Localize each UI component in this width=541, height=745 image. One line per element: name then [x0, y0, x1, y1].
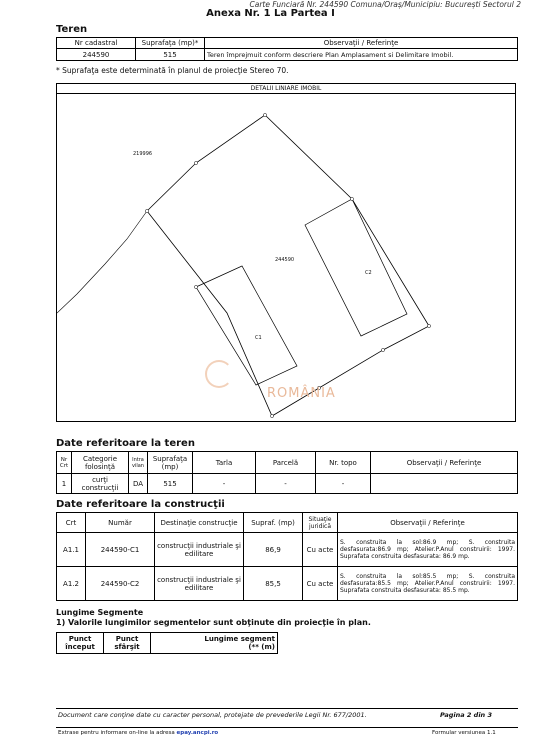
parcel-boundary: [147, 115, 429, 416]
footer-online-prefix: Extrase pentru informare on-line la adresa: [58, 730, 175, 736]
cell-situatie: Cu acte: [303, 567, 338, 601]
col-nr-cadastral: Nr cadastral: [57, 38, 136, 49]
cell-destinatie: construcţii industriale şi edilitare: [155, 533, 244, 567]
footer-bottom-divider: [56, 727, 518, 728]
footer-divider: [56, 708, 518, 709]
col-observatii: Observaţii / Referinţe: [205, 38, 518, 49]
vertex-markers: [145, 113, 430, 417]
col-nr-crt: Nr Crt: [57, 452, 72, 474]
cell-intravilan: DA: [129, 474, 148, 494]
cell-numar: 244590-C2: [86, 567, 155, 601]
segmente-subtitle: 1) Valorile lungimilor segmentelor sunt obţinute din proiecţie în plan.: [56, 618, 371, 627]
page-title: Anexa Nr. 1 La Partea I: [206, 8, 335, 19]
cell-nr-cadastral: 244590: [57, 49, 136, 61]
date-teren-table: [56, 451, 518, 494]
cell-crt: A1.2: [57, 567, 86, 601]
parcel-label: 244590: [275, 257, 295, 263]
col-tarla: Tarla: [193, 452, 256, 474]
segmente-table: [56, 632, 278, 654]
cell-nr-topo: -: [316, 474, 371, 494]
cell-observatii: S. construita la sol:85.5 mp; S. construita desfasurata:85.5 mp; Atelier.P.Anul construirii: 1997. Suprafata construita desfasurata: 85.5 mp.: [338, 567, 518, 601]
col-punct-inceput: Punct început: [57, 633, 104, 654]
footer-page-number: Pagina 2 din 3: [440, 711, 492, 719]
col-categorie: Categorie folosinţă: [72, 452, 129, 474]
footer-legal-note: Document care conţine date cu caracter personal, protejate de prevederile Legii Nr. 677/2001.: [58, 711, 367, 719]
table-row: [57, 567, 518, 601]
col-observatii: Observaţii / Referinţe: [371, 452, 518, 474]
neighbor-boundary: [57, 211, 147, 313]
col-observatii: Observaţii / Referinţe: [338, 513, 518, 533]
footer-online-info: [58, 730, 218, 736]
building-c2: [305, 199, 407, 336]
footer-form-version: Formular versiunea 1.1: [432, 730, 496, 736]
suprafata-note: * Suprafaţa este determinată în planul de proiecţie Stereo 70.: [56, 66, 289, 75]
building-c1-label: C1: [255, 335, 262, 341]
lungime-unit: (** (m): [248, 643, 275, 651]
cell-suprafata: 515: [148, 474, 193, 494]
table-row: [57, 533, 518, 567]
col-suprafata: Suprafaţa (mp)*: [136, 38, 205, 49]
col-suprafata: Supraf. (mp): [244, 513, 303, 533]
cell-nr-crt: 1: [57, 474, 72, 494]
col-parcela: Parcelă: [256, 452, 316, 474]
col-suprafata: Suprafaţa (mp): [148, 452, 193, 474]
section-title-date-teren: Date referitoare la teren: [56, 438, 195, 449]
col-numar: Număr: [86, 513, 155, 533]
cell-suprafata: 86,9: [244, 533, 303, 567]
cell-destinatie: construcţii industriale şi edilitare: [155, 567, 244, 601]
watermark-emblem: [205, 360, 233, 388]
segmente-title: Lungime Segmente: [56, 608, 144, 617]
cell-suprafata: 515: [136, 49, 205, 61]
col-destinatie: Destinaţie construcţie: [155, 513, 244, 533]
cell-observatii: Teren împrejmuit conform descriere Plan Amplasament si Delimitare Imobil.: [205, 49, 518, 61]
cell-numar: 244590-C1: [86, 533, 155, 567]
col-intravilan: Intra vilan: [129, 452, 148, 474]
document-reference-line: Carte Funciară Nr. 244590 Comuna/Oraș/Municipiu: București Sectorul 2: [249, 0, 521, 9]
constructii-table: [56, 512, 518, 601]
cell-categorie: curţi construcţii: [72, 474, 129, 494]
lungime-label: Lungime segment: [204, 635, 275, 643]
cell-observatii: S. construita la sol:86.9 mp; S. construita desfasurata:86.9 mp; Atelier.P.Anul construirii: 1997. Suprafata construita desfasurata: 86.9 mp.: [338, 533, 518, 567]
section-title-constructii: Date referitoare la construcţii: [56, 499, 225, 510]
watermark-text: ROMÂNIA: [267, 386, 336, 401]
neighbor-label: 219996: [133, 151, 153, 157]
plan-drawing: [57, 84, 515, 421]
col-crt: Crt: [57, 513, 86, 533]
section-title-teren: Teren: [56, 24, 88, 35]
col-situatie: Situaţie juridică: [303, 513, 338, 533]
cell-tarla: -: [193, 474, 256, 494]
plan-drawing-frame: [56, 83, 516, 422]
cell-observatii: [371, 474, 518, 494]
cell-crt: A1.1: [57, 533, 86, 567]
footer-online-link[interactable]: epay.ancpi.ro: [176, 730, 219, 736]
building-c2-label: C2: [365, 270, 372, 276]
col-nr-topo: Nr. topo: [316, 452, 371, 474]
cell-parcela: -: [256, 474, 316, 494]
cell-suprafata: 85,5: [244, 567, 303, 601]
col-punct-sfarsit: Punct sfârşit: [104, 633, 151, 654]
teren-table: [56, 37, 518, 61]
col-lungime-segment: [151, 633, 278, 654]
plan-title: DETALII LINIARE IMOBIL: [57, 84, 515, 94]
cell-situatie: Cu acte: [303, 533, 338, 567]
